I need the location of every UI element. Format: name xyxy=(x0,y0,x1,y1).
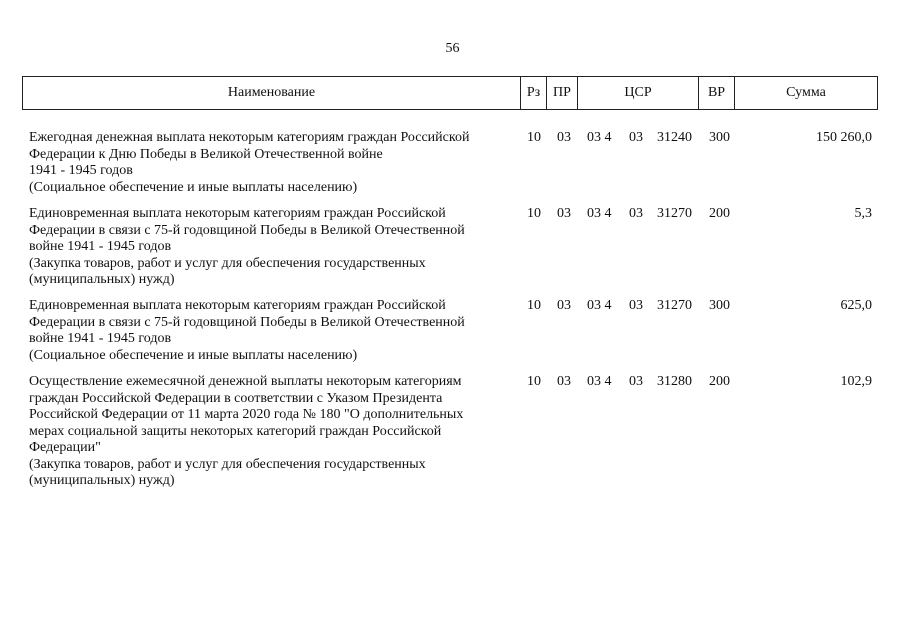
page-number: 56 xyxy=(445,41,460,56)
row-name-line: (муниципальных) нужд) xyxy=(29,473,175,488)
cell-csr-program: 03 4 xyxy=(587,130,612,145)
cell-vr: 200 xyxy=(709,374,730,389)
cell-csr-direction: 31270 xyxy=(657,206,692,221)
row-name-line: Единовременная выплата некоторым категориям граждан Российской xyxy=(29,206,446,221)
row-name xyxy=(29,298,514,364)
cell-csr-subprogram: 03 xyxy=(629,130,643,145)
cell-rz: 10 xyxy=(527,298,541,313)
row-name-line: (Закупка товаров, работ и услуг для обеспечения государственных xyxy=(29,255,426,271)
cell-vr: 300 xyxy=(709,298,730,313)
row-name-line: Российской Федерации от 11 марта 2020 года № 180 "О дополнительных xyxy=(29,407,464,422)
row-name-line: (Социальное обеспечение и иные выплаты населению) xyxy=(29,347,358,363)
row-name-line: Федерации" xyxy=(29,440,101,455)
row-name-line: (Социальное обеспечение и иные выплаты населению) xyxy=(29,179,358,195)
row-name-line: Федерации в связи с 75-й годовщиной Победы в Великой Отечественной xyxy=(29,222,465,238)
row-name-line: войне 1941 - 1945 годов xyxy=(29,331,172,346)
cell-sum: 625,0 xyxy=(840,298,872,313)
cell-rz: 10 xyxy=(527,374,541,389)
row-name xyxy=(29,130,514,196)
cell-sum: 5,3 xyxy=(854,206,872,221)
cell-csr-program: 03 4 xyxy=(587,206,612,221)
cell-pr: 03 xyxy=(557,298,571,313)
header-name: Наименование xyxy=(227,85,316,100)
cell-pr: 03 xyxy=(557,130,571,145)
cell-csr-subprogram: 03 xyxy=(629,298,643,313)
row-name-line: Федерации в связи с 75-й годовщиной Победы в Великой Отечественной xyxy=(29,314,465,330)
cell-rz: 10 xyxy=(527,206,541,221)
cell-csr-direction: 31280 xyxy=(657,374,692,389)
cell-csr-direction: 31240 xyxy=(657,130,692,145)
header-pr: ПР xyxy=(546,77,577,109)
cell-csr-program: 03 4 xyxy=(587,374,612,389)
row-name-line: (муниципальных) нужд) xyxy=(29,272,175,287)
row-name-line: Федерации к Дню Победы в Великой Отечественной войне xyxy=(29,146,383,162)
row-name-line: Осуществление ежемесячной денежной выплаты некоторым категориям xyxy=(29,374,462,389)
cell-vr: 200 xyxy=(709,206,730,221)
row-name-line: Единовременная выплата некоторым категориям граждан Российской xyxy=(29,298,446,313)
row-name-line: мерах социальной защиты некоторых категорий граждан Российской xyxy=(29,423,442,439)
header-sum: Сумма xyxy=(734,77,877,109)
row-name xyxy=(29,206,514,289)
cell-csr-subprogram: 03 xyxy=(629,206,643,221)
cell-sum: 102,9 xyxy=(840,374,872,389)
cell-pr: 03 xyxy=(557,374,571,389)
cell-rz: 10 xyxy=(527,130,541,145)
header-csr: ЦСР xyxy=(577,77,698,109)
header-rz: Рз xyxy=(520,77,546,109)
cell-vr: 300 xyxy=(709,130,730,145)
header-vr: ВР xyxy=(698,77,734,109)
row-name-line: 1941 - 1945 годов xyxy=(29,163,133,178)
cell-csr-subprogram: 03 xyxy=(629,374,643,389)
cell-csr-program: 03 4 xyxy=(587,298,612,313)
row-name-line: (Закупка товаров, работ и услуг для обеспечения государственных xyxy=(29,456,426,472)
row-name-line: Ежегодная денежная выплата некоторым категориям граждан Российской xyxy=(29,130,470,145)
row-name-line: граждан Российской Федерации в соответствии с Указом Президента xyxy=(29,390,443,406)
row-name-line: войне 1941 - 1945 годов xyxy=(29,239,172,254)
row-name xyxy=(29,374,514,490)
cell-pr: 03 xyxy=(557,206,571,221)
cell-csr-direction: 31270 xyxy=(657,298,692,313)
table-header xyxy=(22,76,878,110)
cell-sum: 150 260,0 xyxy=(816,130,872,145)
